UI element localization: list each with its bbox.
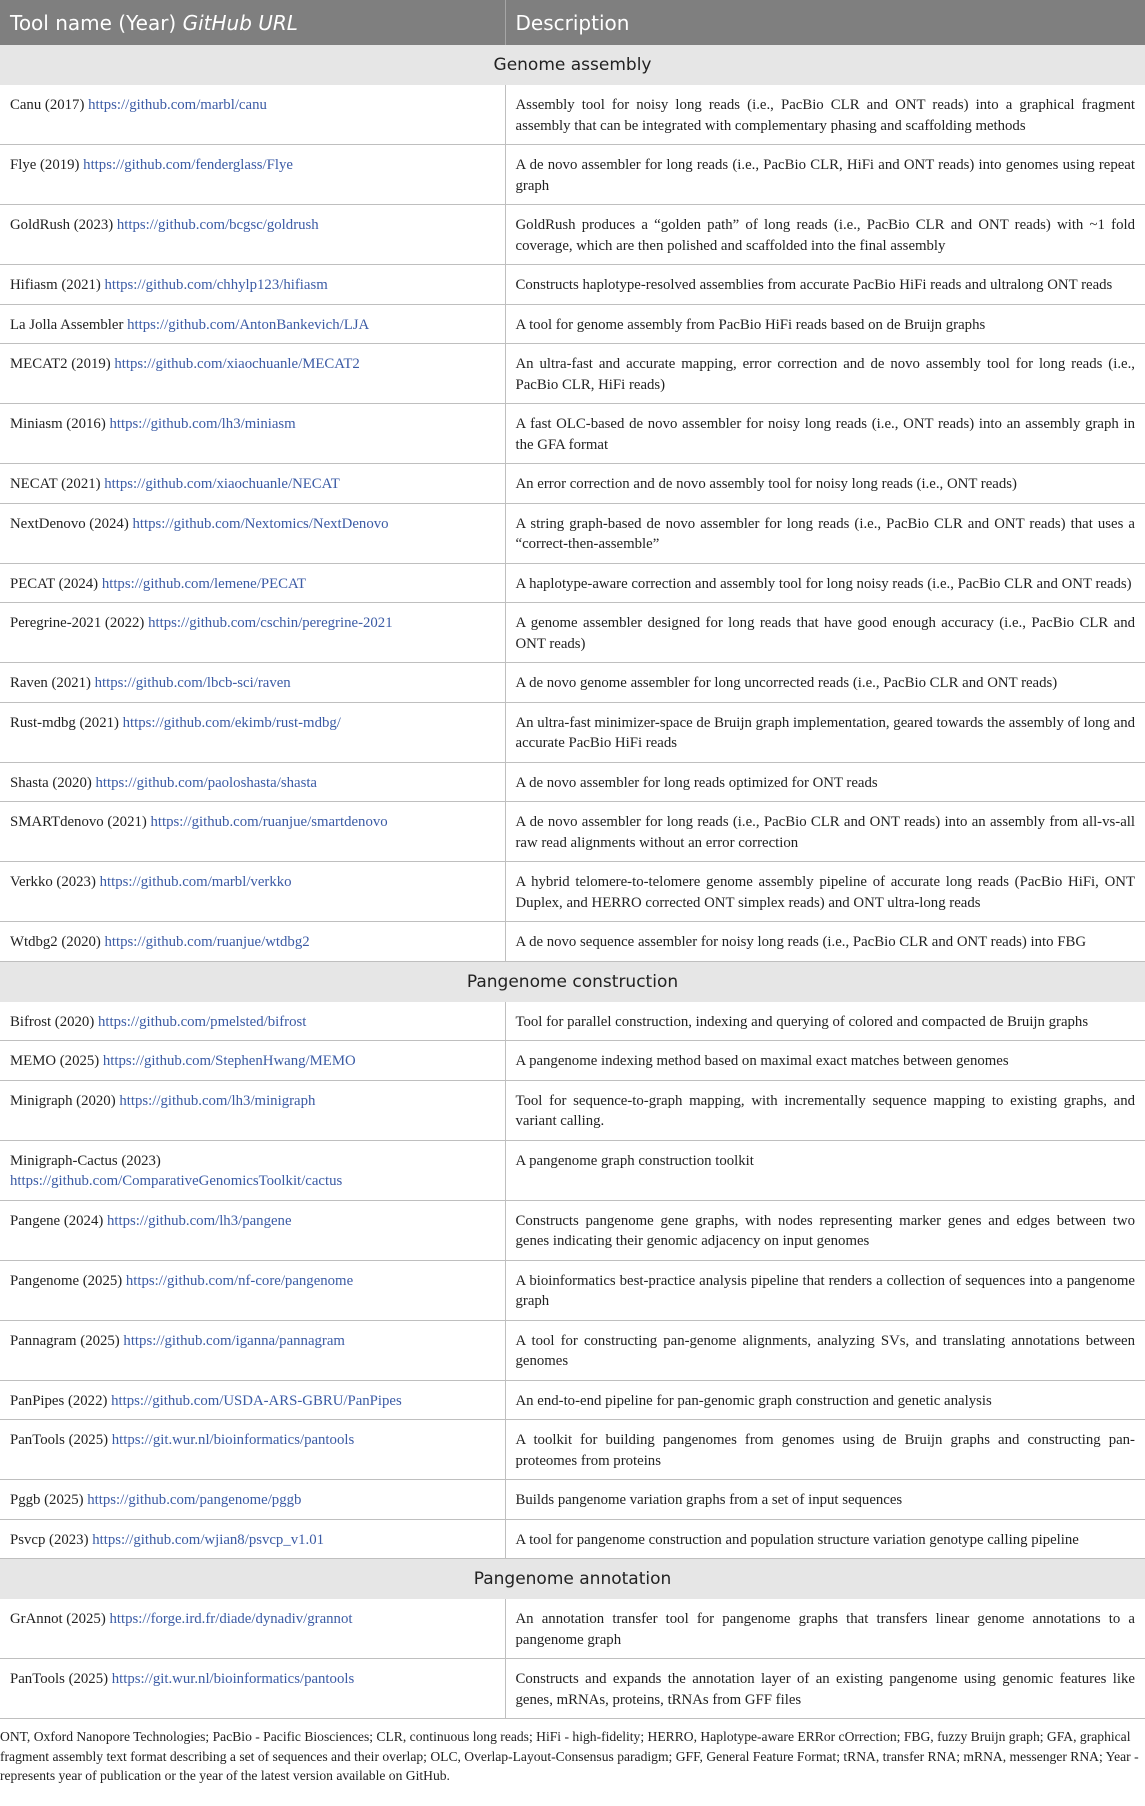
table-row xyxy=(0,464,1145,504)
tool-url-link[interactable]: https://github.com/ekimb/rust-mdbg/ xyxy=(122,714,341,731)
table-row xyxy=(0,1200,1145,1260)
table-row xyxy=(0,1002,1145,1041)
tool-url-link[interactable]: https://github.com/bcgsc/goldrush xyxy=(116,217,319,233)
tool-url-link[interactable]: https://github.com/pangenome/pggb xyxy=(87,1492,302,1508)
tool-description: Constructs pangenome gene graphs, with nodes representing marker genes and edges between two genes indicating their genomic adjacency on input genomes xyxy=(505,1200,1145,1260)
header-description-column: Description xyxy=(505,0,1145,45)
tool-cell xyxy=(0,1659,505,1719)
tool-description: A de novo assembler for long reads optimized for ONT reads xyxy=(505,762,1145,802)
tool-cell xyxy=(0,145,505,205)
tool-name: PanPipes (2022) xyxy=(10,1392,108,1409)
table-row xyxy=(0,85,1145,145)
table-row xyxy=(0,145,1145,205)
tool-name: PECAT (2024) xyxy=(10,575,99,592)
tool-cell xyxy=(0,404,505,464)
tool-description: A genome assembler designed for long reads that have good enough accuracy (i.e., PacBio CLR and ONT reads) xyxy=(505,603,1145,663)
tool-url-link[interactable]: https://git.wur.nl/bioinformatics/pantools xyxy=(111,1671,355,1687)
tool-url-link[interactable]: https://github.com/lemene/PECAT xyxy=(101,575,307,592)
tool-url-link[interactable]: https://github.com/xiaochuanle/NECAT xyxy=(104,476,340,492)
table-row xyxy=(0,922,1145,962)
header-tool-column xyxy=(0,0,505,45)
tool-description: A pangenome indexing method based on maximal exact matches between genomes xyxy=(505,1041,1145,1081)
tool-cell xyxy=(0,762,505,802)
table-row xyxy=(0,1659,1145,1719)
tool-name: Shasta (2020) xyxy=(10,774,92,791)
tool-url-link[interactable]: https://github.com/lh3/pangene xyxy=(106,1212,292,1229)
tool-name: MECAT2 (2019) xyxy=(10,356,111,372)
tool-cell xyxy=(0,205,505,265)
tool-url-link[interactable]: https://github.com/pmelsted/bifrost xyxy=(97,1013,307,1030)
tool-cell xyxy=(0,1480,505,1520)
tool-name: NECAT (2021) xyxy=(10,476,101,492)
tool-name: Pangenome (2025) xyxy=(10,1272,123,1289)
header-tool-label: Tool name (Year) xyxy=(10,11,183,35)
tool-name: Canu (2017) xyxy=(10,97,85,113)
tool-name: MEMO (2025) xyxy=(10,1053,100,1069)
tool-url-link[interactable]: https://github.com/Nextomics/NextDenovo xyxy=(132,515,389,532)
section-header-row xyxy=(0,45,1145,85)
tool-name: Psvcp (2023) xyxy=(10,1531,89,1548)
tool-description: A haplotype-aware correction and assembly tool for long noisy reads (i.e., PacBio CLR and ONT reads) xyxy=(505,563,1145,603)
tool-cell xyxy=(0,563,505,603)
tool-url-link[interactable]: https://github.com/StephenHwang/MEMO xyxy=(102,1053,356,1069)
table-row xyxy=(0,1041,1145,1081)
tool-cell xyxy=(0,663,505,703)
tool-url-link[interactable]: https://github.com/ruanjue/wtdbg2 xyxy=(104,934,310,950)
tool-url-link[interactable]: https://github.com/lh3/minigraph xyxy=(119,1092,316,1109)
tool-description: Constructs haplotype-resolved assemblies from accurate PacBio HiFi reads and ultralong ONT reads xyxy=(505,265,1145,305)
table-row xyxy=(0,344,1145,404)
tool-cell xyxy=(0,1599,505,1659)
section-title: Pangenome annotation xyxy=(0,1559,1145,1600)
tool-cell xyxy=(0,1519,505,1559)
tool-url-link[interactable]: https://github.com/marbl/canu xyxy=(88,97,267,113)
tool-description: Tool for parallel construction, indexing and querying of colored and compacted de Bruijn graphs xyxy=(505,1002,1145,1041)
tool-cell xyxy=(0,922,505,962)
tool-cell xyxy=(0,85,505,145)
tool-name: Pangene (2024) xyxy=(10,1212,104,1229)
tool-name: Verkko (2023) xyxy=(10,874,96,890)
table-row xyxy=(0,205,1145,265)
table-row xyxy=(0,1080,1145,1140)
tool-url-link[interactable]: https://git.wur.nl/bioinformatics/pantools xyxy=(111,1432,355,1448)
tool-name: Minigraph (2020) xyxy=(10,1092,116,1109)
tool-cell xyxy=(0,603,505,663)
header-url-label: GitHub URL xyxy=(182,11,298,35)
tool-url-link[interactable]: https://github.com/paoloshasta/shasta xyxy=(95,774,318,791)
tool-cell xyxy=(0,503,505,563)
section-header-row xyxy=(0,961,1145,1002)
tool-url-link[interactable]: https://github.com/ruanjue/smartdenovo xyxy=(150,814,388,830)
table-row xyxy=(0,702,1145,762)
table-row xyxy=(0,603,1145,663)
table-header xyxy=(0,0,1145,45)
tool-description: A bioinformatics best-practice analysis pipeline that renders a collection of sequences into a pangenome graph xyxy=(505,1260,1145,1320)
table-row xyxy=(0,862,1145,922)
section-title: Pangenome construction xyxy=(0,961,1145,1002)
tool-name: Pannagram (2025) xyxy=(10,1332,120,1349)
tool-description: A de novo genome assembler for long uncorrected reads (i.e., PacBio CLR and ONT reads) xyxy=(505,663,1145,703)
tool-name: Wtdbg2 (2020) xyxy=(10,934,101,950)
tool-url-link[interactable]: https://github.com/marbl/verkko xyxy=(99,874,292,890)
tool-description: A fast OLC-based de novo assembler for noisy long reads (i.e., ONT reads) into an assembly graph in the GFA format xyxy=(505,404,1145,464)
table-row xyxy=(0,802,1145,862)
tool-name: Rust-mdbg (2021) xyxy=(10,714,119,731)
tool-name: PanTools (2025) xyxy=(10,1671,109,1687)
table-row xyxy=(0,762,1145,802)
tool-url-link[interactable]: https://github.com/AntonBankevich/LJA xyxy=(127,316,370,333)
section-title: Genome assembly xyxy=(0,45,1145,85)
table-row xyxy=(0,1480,1145,1520)
table-row xyxy=(0,404,1145,464)
tool-cell xyxy=(0,304,505,344)
tool-description: An end-to-end pipeline for pan-genomic graph construction and genetic analysis xyxy=(505,1380,1145,1420)
tool-name: Flye (2019) xyxy=(10,157,80,173)
tool-description: A hybrid telomere-to-telomere genome assembly pipeline of accurate long reads (PacBio HiFi, ONT Duplex, and HERRO corrected ONT simplex reads) and ONT ultra-long reads xyxy=(505,862,1145,922)
table-footnote: ONT, Oxford Nanopore Technologies; PacBio - Pacific Biosciences; CLR, continuous long reads; HiFi - high-fidelity; HERRO, Haplotype-aware ERRor cOrrection; FBG, fuzzy Bruijn graph; GFA, graphical fragment assembly text format describing a set of sequences and their overlap; OLC, Overlap-Layout-Consensus paradigm; GFF, General Feature Format; tRNA, transfer RNA; mRNA, messenger RNA; Year - represents year of publication or the year of the latest version available on GitHub. xyxy=(0,1729,1139,1783)
tool-cell xyxy=(0,1200,505,1260)
table-row xyxy=(0,304,1145,344)
tool-url-link[interactable]: https://forge.ird.fr/diade/dynadiv/grannot xyxy=(109,1611,353,1627)
tool-name: SMARTdenovo (2021) xyxy=(10,814,147,830)
tool-name: GoldRush (2023) xyxy=(10,217,114,233)
tool-name: PanTools (2025) xyxy=(10,1432,109,1448)
tool-url-link[interactable]: https://github.com/nf-core/pangenome xyxy=(125,1272,354,1289)
tool-url-link[interactable]: https://github.com/fenderglass/Flye xyxy=(83,157,293,173)
section-header-row xyxy=(0,1559,1145,1600)
tool-name: GrAnnot (2025) xyxy=(10,1611,106,1627)
tool-description: An ultra-fast and accurate mapping, error correction and de novo assembly tool for long reads (i.e., PacBio CLR, HiFi reads) xyxy=(505,344,1145,404)
tool-description: A de novo assembler for long reads (i.e., PacBio CLR, HiFi and ONT reads) into genomes using repeat graph xyxy=(505,145,1145,205)
table-row xyxy=(0,1320,1145,1380)
tool-name: Peregrine-2021 (2022) xyxy=(10,615,145,631)
tool-url-link[interactable]: https://github.com/iganna/pannagram xyxy=(123,1332,345,1349)
table-row xyxy=(0,1140,1145,1200)
tool-name: Minigraph-Cactus (2023) xyxy=(10,1152,161,1169)
tool-url-link[interactable]: https://github.com/USDA-ARS-GBRU/PanPipes xyxy=(111,1392,402,1409)
tool-url-link[interactable]: https://github.com/lbcb-sci/raven xyxy=(94,675,291,691)
table-row xyxy=(0,663,1145,703)
tool-description: Tool for sequence-to-graph mapping, with incrementally sequence mapping to existing graphs, and variant calling. xyxy=(505,1080,1145,1140)
table-row xyxy=(0,1380,1145,1420)
tool-description: A string graph-based de novo assembler for long reads (i.e., PacBio CLR and ONT reads) that uses a “correct-then-assemble” xyxy=(505,503,1145,563)
tool-name: NextDenovo (2024) xyxy=(10,515,129,532)
table-body xyxy=(0,45,1145,1719)
tool-cell xyxy=(0,1041,505,1081)
table-row xyxy=(0,1420,1145,1480)
tool-url-link[interactable]: https://github.com/ComparativeGenomicsToolkit/cactus xyxy=(10,1173,343,1189)
table-row xyxy=(0,1519,1145,1559)
table-row xyxy=(0,1260,1145,1320)
tool-cell xyxy=(0,1080,505,1140)
tool-name: Miniasm (2016) xyxy=(10,416,106,432)
table-row xyxy=(0,563,1145,603)
tool-description: A pangenome graph construction toolkit xyxy=(505,1140,1145,1200)
tool-url-link[interactable]: https://github.com/xiaochuanle/MECAT2 xyxy=(114,356,360,372)
tool-cell xyxy=(0,265,505,305)
tool-cell xyxy=(0,1260,505,1320)
tool-description: An error correction and de novo assembly tool for noisy long reads (i.e., ONT reads) xyxy=(505,464,1145,504)
tool-cell xyxy=(0,802,505,862)
tool-name: La Jolla Assembler xyxy=(10,316,124,333)
tool-url-link[interactable]: https://github.com/lh3/miniasm xyxy=(109,416,296,432)
tool-cell xyxy=(0,464,505,504)
table-row xyxy=(0,265,1145,305)
tool-cell xyxy=(0,862,505,922)
tool-name: Bifrost (2020) xyxy=(10,1013,95,1030)
tool-cell xyxy=(0,1320,505,1380)
tool-description: A toolkit for building pangenomes from genomes using de Bruijn graphs and constructing pan-proteomes from proteins xyxy=(505,1420,1145,1480)
tool-description: Assembly tool for noisy long reads (i.e., PacBio CLR and ONT reads) into a graphical fragment assembly that can be integrated with complementary phasing and scaffolding methods xyxy=(505,85,1145,145)
table-row xyxy=(0,503,1145,563)
tool-cell xyxy=(0,1140,505,1200)
tool-cell xyxy=(0,344,505,404)
tool-description: Builds pangenome variation graphs from a set of input sequences xyxy=(505,1480,1145,1520)
tool-url-link[interactable]: https://github.com/chhylp123/hifiasm xyxy=(104,277,328,293)
tool-description: An annotation transfer tool for pangenome graphs that transfers linear genome annotations to a pangenome graph xyxy=(505,1599,1145,1659)
tool-cell xyxy=(0,1420,505,1480)
tool-description: A tool for pangenome construction and population structure variation genotype calling pipeline xyxy=(505,1519,1145,1559)
tool-description: An ultra-fast minimizer-space de Bruijn graph implementation, geared towards the assembly of long and accurate PacBio HiFi reads xyxy=(505,702,1145,762)
tool-url-link[interactable]: https://github.com/cschin/peregrine-2021 xyxy=(148,615,393,631)
tool-description: GoldRush produces a “golden path” of long reads (i.e., PacBio CLR and ONT reads) with ~1 fold coverage, which are then polished and scaffolded into the final assembly xyxy=(505,205,1145,265)
tool-cell xyxy=(0,1002,505,1041)
tool-description: A tool for genome assembly from PacBio HiFi reads based on de Bruijn graphs xyxy=(505,304,1145,344)
tool-name: Raven (2021) xyxy=(10,675,91,691)
tool-name: Pggb (2025) xyxy=(10,1492,84,1508)
table-row xyxy=(0,1599,1145,1659)
tool-description: A de novo sequence assembler for noisy long reads (i.e., PacBio CLR and ONT reads) into FBG xyxy=(505,922,1145,962)
tool-description: A de novo assembler for long reads (i.e., PacBio CLR and ONT reads) into an assembly from all-vs-all raw read alignments without an error correction xyxy=(505,802,1145,862)
tool-cell xyxy=(0,702,505,762)
tool-cell xyxy=(0,1380,505,1420)
tool-name: Hifiasm (2021) xyxy=(10,277,101,293)
tool-description: Constructs and expands the annotation layer of an existing pangenome using genomic features like genes, mRNAs, proteins, tRNAs from GFF files xyxy=(505,1659,1145,1719)
tool-description: A tool for constructing pan-genome alignments, analyzing SVs, and translating annotations between genomes xyxy=(505,1320,1145,1380)
tool-url-link[interactable]: https://github.com/wjian8/psvcp_v1.01 xyxy=(92,1531,325,1548)
